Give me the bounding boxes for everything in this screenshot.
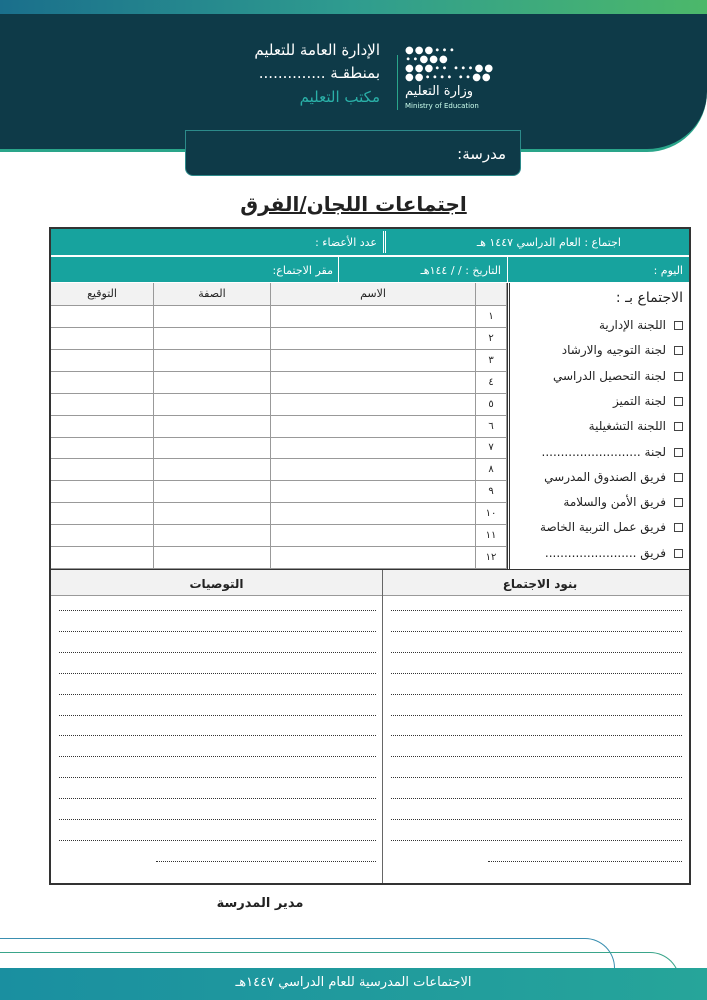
recommendation-line[interactable]	[59, 715, 376, 716]
name-cell[interactable]	[271, 481, 476, 503]
signature-cell[interactable]	[51, 394, 154, 416]
agenda-line[interactable]	[391, 694, 682, 695]
col-header-role: الصفة	[154, 283, 271, 306]
role-cell[interactable]	[154, 372, 271, 394]
agenda-line[interactable]	[391, 840, 682, 841]
header-stripe	[0, 0, 707, 14]
option-label: لجنة ..........................	[541, 444, 666, 459]
footer-bar	[0, 968, 707, 1000]
name-cell[interactable]	[271, 503, 476, 525]
name-cell[interactable]	[271, 306, 476, 328]
school-field[interactable]: مدرسة:	[185, 130, 521, 176]
row-number: ٩	[476, 481, 507, 503]
meeting-type-option[interactable]	[513, 495, 683, 509]
option-label: فريق ........................	[544, 545, 666, 560]
agenda-line[interactable]	[391, 652, 682, 653]
role-cell[interactable]	[154, 437, 271, 459]
name-cell[interactable]	[271, 416, 476, 438]
meeting-type-option[interactable]	[513, 546, 683, 560]
agenda-heading: بنود الاجتماع	[502, 577, 578, 591]
recommendation-line[interactable]	[59, 652, 376, 653]
row-number: ٦	[476, 416, 507, 438]
option-label: لجنة التميز	[612, 393, 666, 408]
agenda-line[interactable]	[391, 798, 682, 799]
name-cell[interactable]	[271, 372, 476, 394]
role-cell[interactable]	[154, 350, 271, 372]
meeting-year[interactable]: اجتماع : العام الدراسي ١٤٤٧ هـ	[476, 236, 621, 249]
signature-cell[interactable]	[51, 481, 154, 503]
checkbox-icon[interactable]	[674, 473, 683, 482]
option-label: لجنة التوجيه والارشاد	[561, 343, 666, 358]
role-cell[interactable]	[154, 503, 271, 525]
recommendation-line[interactable]	[59, 694, 376, 695]
role-cell[interactable]	[154, 416, 271, 438]
name-cell[interactable]	[271, 394, 476, 416]
members-count[interactable]: عدد الأعضاء :	[315, 236, 377, 249]
signature-cell[interactable]	[51, 525, 154, 547]
recommendation-line[interactable]	[59, 735, 376, 736]
recommendation-line[interactable]	[59, 798, 376, 799]
checkbox-icon[interactable]	[674, 448, 683, 457]
recommendation-line[interactable]	[59, 840, 376, 841]
name-cell[interactable]	[271, 328, 476, 350]
checkbox-icon[interactable]	[674, 523, 683, 532]
header-line2: بمنطقـة ..............	[258, 64, 380, 82]
info-row-1	[51, 229, 689, 255]
meeting-type-option[interactable]	[513, 470, 683, 484]
venue-field[interactable]: مقر الاجتماع:	[272, 264, 333, 277]
checkbox-icon[interactable]	[674, 422, 683, 431]
recommendation-line[interactable]	[59, 756, 376, 757]
principal-signoff: مدير المدرسة	[216, 896, 304, 911]
row-number: ١٢	[476, 547, 507, 569]
agenda-line[interactable]	[391, 819, 682, 820]
meeting-type-option[interactable]	[513, 343, 683, 357]
date-field[interactable]: التاريخ : / / ١٤٤هـ	[420, 264, 501, 277]
row-number: ٢	[476, 328, 507, 350]
info-row-2	[51, 257, 689, 282]
name-cell[interactable]	[271, 350, 476, 372]
signature-cell[interactable]	[51, 437, 154, 459]
meeting-type-option[interactable]	[513, 369, 683, 383]
name-cell[interactable]	[271, 547, 476, 569]
checkbox-icon[interactable]	[674, 346, 683, 355]
role-cell[interactable]	[154, 547, 271, 569]
meeting-type-option[interactable]	[513, 520, 683, 534]
name-cell[interactable]	[271, 525, 476, 547]
ministry-logo-icon: ●●●∙∙∙ ∙∙●●● ●●●∙∙ ∙∙∙●● ●●∙∙∙∙ ∙∙●●	[405, 45, 495, 83]
logo-english: Ministry of Education	[405, 102, 479, 110]
checkbox-icon[interactable]	[674, 397, 683, 406]
option-label: لجنة التحصيل الدراسي	[552, 368, 666, 383]
row-number: ١١	[476, 525, 507, 547]
checkbox-icon[interactable]	[674, 372, 683, 381]
signature-cell[interactable]	[51, 372, 154, 394]
agenda-line[interactable]	[391, 673, 682, 674]
recommendation-line[interactable]	[59, 777, 376, 778]
logo-divider	[397, 55, 398, 110]
signature-cell[interactable]	[51, 416, 154, 438]
signature-cell[interactable]	[51, 459, 154, 481]
checkbox-icon[interactable]	[674, 549, 683, 558]
row-number: ٧	[476, 437, 507, 459]
signature-cell[interactable]	[51, 350, 154, 372]
footer-text: الاجتماعات المدرسية للعام الدراسي ١٤٤٧هـ	[235, 975, 472, 990]
name-cell[interactable]	[271, 459, 476, 481]
name-cell[interactable]	[271, 437, 476, 459]
recommendation-line[interactable]	[59, 610, 376, 611]
agenda-line[interactable]	[488, 861, 682, 862]
signature-cell[interactable]	[51, 503, 154, 525]
meeting-type-option[interactable]	[513, 419, 683, 433]
role-cell[interactable]	[154, 306, 271, 328]
option-label: فريق الأمن والسلامة	[563, 495, 666, 510]
role-cell[interactable]	[154, 394, 271, 416]
agenda-line[interactable]	[391, 610, 682, 611]
agenda-line[interactable]	[391, 715, 682, 716]
agenda-line[interactable]	[391, 631, 682, 632]
meeting-type-option[interactable]	[513, 445, 683, 459]
meeting-type-option[interactable]	[513, 394, 683, 408]
recommendation-line[interactable]	[156, 861, 376, 862]
col-header-signature: التوقيع	[51, 283, 154, 306]
recommendation-line[interactable]	[59, 631, 376, 632]
option-label: فريق الصندوق المدرسي	[544, 469, 666, 484]
role-cell[interactable]	[154, 459, 271, 481]
agenda-line[interactable]	[391, 735, 682, 736]
option-label: اللجنة الإدارية	[598, 318, 666, 332]
meeting-form	[49, 227, 691, 885]
checkbox-icon[interactable]	[674, 498, 683, 507]
meeting-type-label: الاجتماع بـ :	[615, 290, 683, 306]
row-number: ٨	[476, 459, 507, 481]
role-cell[interactable]	[154, 525, 271, 547]
recommendation-line[interactable]	[59, 673, 376, 674]
signature-cell[interactable]	[51, 547, 154, 569]
day-field[interactable]: اليوم :	[653, 264, 683, 277]
page-title	[0, 192, 707, 216]
recommendations-heading: التوصيات	[189, 577, 244, 591]
recommendation-line[interactable]	[59, 819, 376, 820]
option-label: اللجنة التشغيلية	[588, 419, 666, 434]
logo-arabic: وزارة التعليم	[405, 84, 474, 99]
header-line1: الإدارة العامة للتعليم	[254, 41, 380, 59]
row-number: ٣	[476, 350, 507, 372]
row-number: ٤	[476, 372, 507, 394]
row-number: ١	[476, 306, 507, 328]
role-cell[interactable]	[154, 328, 271, 350]
attendees-table	[51, 283, 507, 570]
signature-cell[interactable]	[51, 328, 154, 350]
header-line3: مكتب التعليم	[299, 88, 380, 106]
signature-cell[interactable]	[51, 306, 154, 328]
agenda-line[interactable]	[391, 777, 682, 778]
col-header-name: الاسم	[271, 283, 476, 306]
role-cell[interactable]	[154, 481, 271, 503]
checkbox-icon[interactable]	[674, 321, 683, 330]
row-number: ١٠	[476, 503, 507, 525]
meeting-type-option[interactable]	[513, 318, 683, 332]
page-title-text: اجتماعات اللجان/الفرق	[240, 192, 467, 216]
agenda-line[interactable]	[391, 756, 682, 757]
option-label: فريق عمل التربية الخاصة	[540, 520, 666, 535]
row-number: ٥	[476, 394, 507, 416]
